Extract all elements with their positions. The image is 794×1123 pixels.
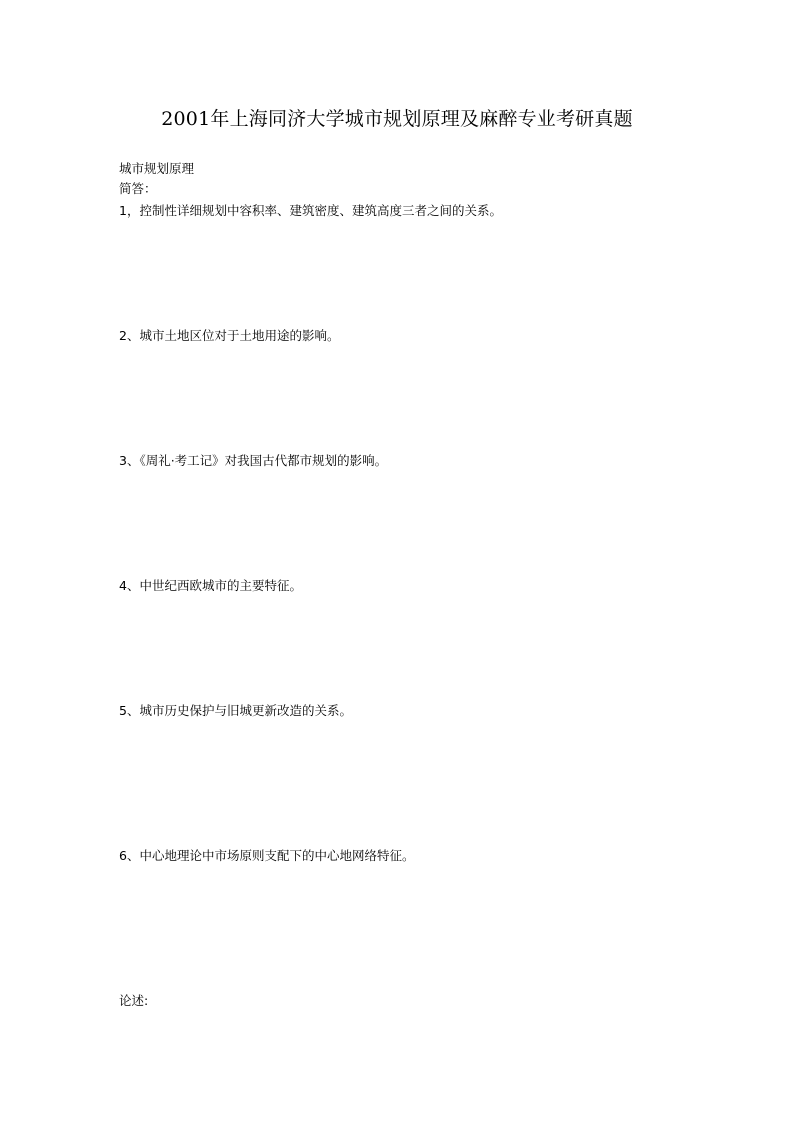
question-item: 1，控制性详细规划中容积率、建筑密度、建筑高度三者之间的关系。 xyxy=(119,203,502,218)
question-item: 5、城市历史保护与旧城更新改造的关系。 xyxy=(119,703,352,718)
essay-heading: 论述: xyxy=(119,993,149,1008)
question-item: 2、城市土地区位对于土地用途的影响。 xyxy=(119,328,340,343)
document-title: 2001年上海同济大学城市规划原理及麻醉专业考研真题 xyxy=(161,108,633,130)
question-item: 6、中心地理论中市场原则支配下的中心地网络特征。 xyxy=(119,848,415,863)
subject-heading: 城市规划原理 xyxy=(119,161,195,176)
question-item: 4、中世纪西欧城市的主要特征。 xyxy=(119,578,302,593)
question-item: 3、《周礼·考工记》对我国古代都市规划的影响。 xyxy=(119,453,388,468)
short-answer-heading: 简答： xyxy=(119,181,157,196)
